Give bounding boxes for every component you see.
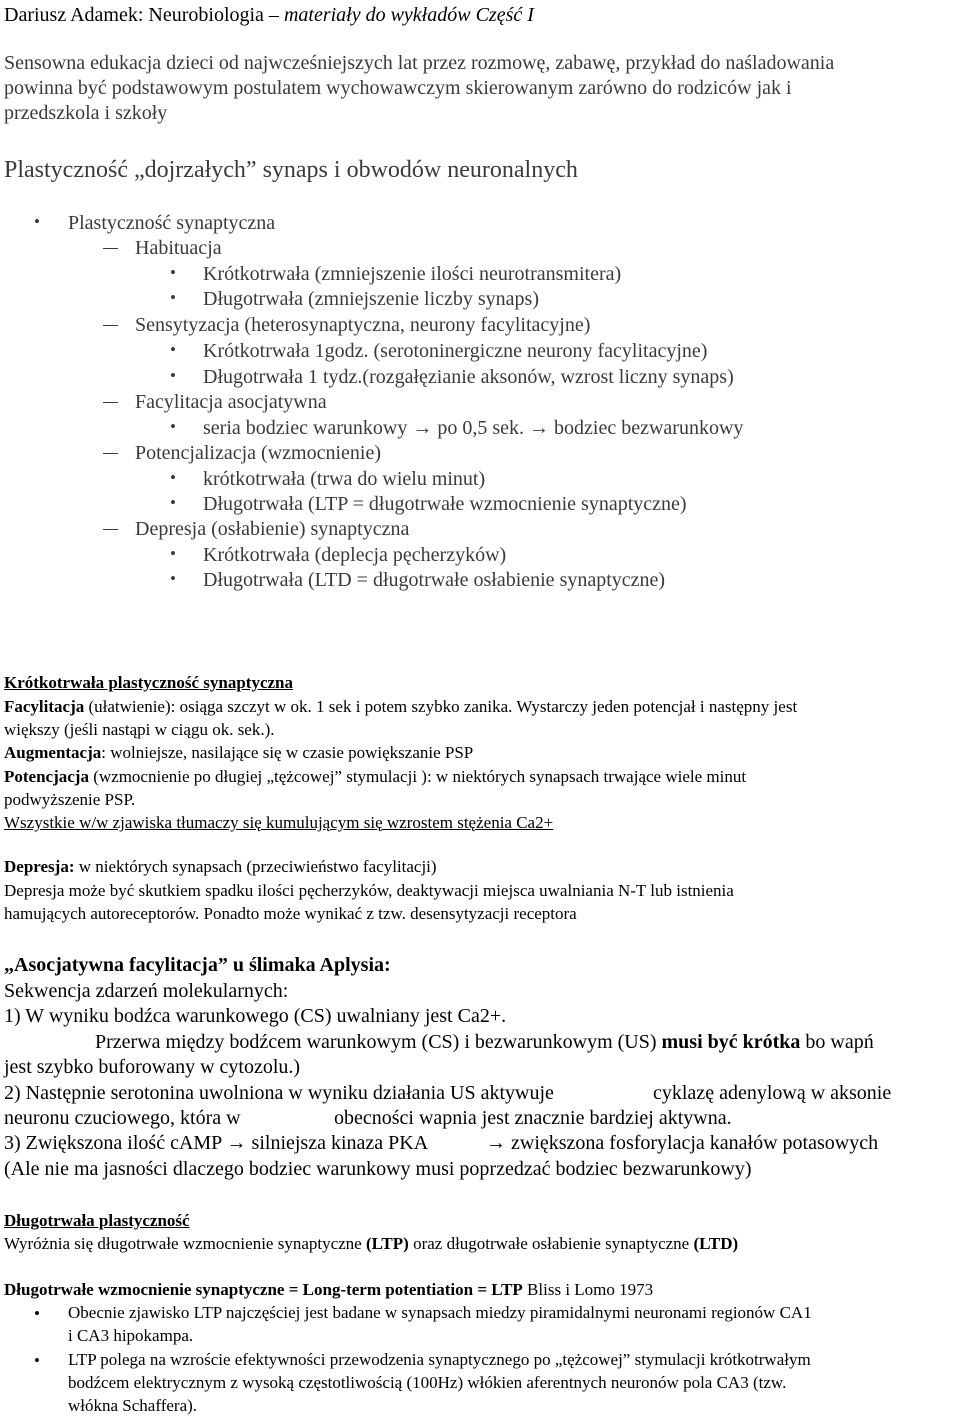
bullet-icon: • (170, 493, 176, 512)
bullet-icon: • (170, 366, 176, 385)
outline-item: krótkotrwała (trwa do wielu minut) (203, 468, 486, 490)
step-1-note-text: Przerwa między bodźcem warunkowym (CS) i bezwarunkowym (US) (95, 1031, 662, 1053)
bullet-icon: • (170, 340, 176, 359)
intro-ltd: (LTD) (693, 1234, 739, 1253)
depresja-line-2: Depresja może być skutkiem spadku ilości pęcherzyków, deaktywacji miejsca uwalniania N-T lub istnienia (4, 881, 734, 900)
section-title-short-term: Krótkotrwała plastyczność synaptyczna (4, 673, 293, 692)
header-subtitle: materiały do wykładów Część I (283, 4, 534, 26)
facylitacja-line-2: większy (jeśli nastąpi w ciągu ok. sek.). (4, 720, 275, 739)
step-1-note-cont: jest szybko buforowany w cytozolu.) (4, 1056, 301, 1078)
page-header (4, 2, 534, 28)
bullet-icon: • (170, 263, 176, 282)
sequence-subtitle: Sekwencja zdarzeń molekularnych: (4, 980, 289, 1002)
section-title-aplysia: „Asocjatywna facylitacja” u ślimaka Aplysia: (4, 954, 391, 976)
step-1: 1) W wyniku bodźca warunkowego (CS) uwalniany jest Ca2+. (4, 1005, 507, 1027)
outline-item: Krótkotrwała (deplecja pęcherzyków) (203, 544, 507, 566)
summary-line: Wszystkie w/w zjawiska tłumaczy się kumulującym się wzrostem stężenia Ca2+ (4, 813, 554, 832)
header-author: Dariusz Adamek: Neurobiologia – (4, 4, 279, 26)
ltp-heading (4, 1279, 653, 1301)
outline-item: Facylitacja asocjatywna (135, 391, 327, 413)
augmentacja-text: : wolniejsze, nasilające się w czasie powiększanie PSP (101, 743, 474, 762)
potencjacja-line-1 (4, 766, 746, 788)
depresja-term: Depresja: (4, 857, 75, 876)
bullet-icon: • (170, 544, 176, 563)
augmentacja-term: Augmentacja (4, 743, 102, 762)
section-title-long-term: Długotrwała plastyczność (4, 1211, 190, 1230)
ltp-bullet-2-line-1: LTP polega na wzroście efektywności przewodzenia synaptycznego po „tężcowej” stymulacji krótkotrwałym (68, 1350, 811, 1369)
augmentacja-line (4, 742, 473, 764)
intro-line-2: powinna być podstawowym postulatem wychowawczym skierowanym zarówno do rodziców jak i (4, 77, 792, 99)
outline-item: Długotrwała (LTD = długotrwałe osłabienie synaptyczne) (203, 569, 666, 591)
dash-icon (103, 529, 118, 530)
dash-icon (103, 325, 118, 326)
step-2b: cyklazę adenylową w aksonie (653, 1082, 892, 1104)
bullet-icon: • (34, 1304, 40, 1323)
intro-text-c: oraz długotrwałe osłabienie synaptyczne (408, 1234, 694, 1253)
outline-item: Długotrwała 1 tydz.(rozgałęzianie aksonów, wzrost liczny synaps) (203, 366, 734, 388)
facylitacja-text: (ułatwienie): osiąga szczyt w ok. 1 sek i potem szybko zanika. Wystarczy jeden potencjał i następny jest (84, 697, 798, 716)
outline-item: Krótkotrwała 1godz. (serotoninergiczne neurony facylitacyjne) (203, 340, 708, 362)
dash-icon (103, 248, 118, 249)
outline-item: Sensytyzacja (heterosynaptyczna, neurony facylitacyjne) (135, 314, 591, 336)
depresja-line-1 (4, 856, 437, 878)
outline-item: Plastyczność synaptyczna (68, 212, 276, 234)
step-1-note (95, 1029, 874, 1055)
outline-item: Długotrwała (LTP = długotrwałe wzmocnienie synaptyczne) (203, 493, 687, 515)
facylitacja-term: Facylitacja (4, 697, 85, 716)
step-1-note-bold: musi być krótka (661, 1031, 801, 1053)
step-3c: (Ale nie ma jasności dlaczego bodziec warunkowy musi poprzedzać bodziec bezwarunkowy) (4, 1158, 752, 1180)
step-3b: → zwiększona fosforylacja kanałów potasowych (486, 1132, 879, 1154)
ltp-authors: Bliss i Lomo 1973 (522, 1280, 654, 1299)
depresja-text: w niektórych synapsach (przeciwieństwo facylitacji) (74, 857, 437, 876)
bullet-icon: • (170, 569, 176, 588)
potencjacja-term: Potencjacja (4, 767, 89, 786)
bullet-icon: • (34, 212, 40, 231)
bullet-icon: • (170, 417, 176, 436)
outline-item: seria bodziec warunkowy → po 0,5 sek. → bodziec bezwarunkowy (203, 417, 744, 439)
bullet-icon: • (170, 288, 176, 307)
outline-item: Depresja (osłabienie) synaptyczna (135, 518, 410, 540)
long-term-intro (4, 1233, 738, 1255)
step-2c: neuronu czuciowego, która w (4, 1107, 241, 1129)
ltp-bullet-2-line-2: bodźcem elektrycznym z wysoką częstotliwością (100Hz) włókien aferentnych neuronów pola CA3 (tzw. (68, 1373, 787, 1392)
bullet-icon: • (34, 1351, 40, 1370)
depresja-line-3: hamujących autoreceptorów. Ponadto może wynikać z tzw. desensytyzacji receptora (4, 904, 577, 923)
intro-text-a: Wyróżnia się długotrwałe wzmocnienie synaptyczne (4, 1234, 366, 1253)
potencjacja-line-2: podwyższenie PSP. (4, 790, 136, 809)
step-2a: 2) Następnie serotonina uwolniona w wyniku działania US aktywuje (4, 1082, 554, 1104)
outline-item: Habituacja (135, 237, 222, 259)
step-2d: obecności wapnia jest znacznie bardziej aktywna. (334, 1107, 732, 1129)
potencjacja-text: (wzmocnienie po długiej „tężcowej” stymulacji ): w niektórych synapsach trwające wiele minut (88, 767, 747, 786)
ltp-bullet-1-line-1: Obecnie zjawisko LTP najczęściej jest badane w synapsach miedzy piramidalnymi neuronami regionów CA1 (68, 1303, 812, 1322)
intro-ltp: (LTP) (365, 1234, 409, 1253)
outline-item: Krótkotrwała (zmniejszenie ilości neurotransmitera) (203, 263, 622, 285)
intro-line-3: przedszkola i szkoły (4, 102, 168, 124)
ltp-heading-text: Długotrwałe wzmocnienie synaptyczne = Long-term potentiation = LTP (4, 1280, 523, 1299)
bullet-icon: • (170, 468, 176, 487)
ltp-bullet-1-line-2: i CA3 hipokampa. (68, 1326, 194, 1345)
facylitacja-line-1 (4, 696, 797, 718)
step-3a: 3) Zwiększona ilość cAMP → silniejsza kinaza PKA (4, 1132, 429, 1154)
dash-icon (103, 453, 118, 454)
ltp-bullet-2-line-3: włókna Schaffera). (68, 1396, 198, 1415)
dash-icon (103, 402, 118, 403)
step-1-note-end: bo wapń (800, 1031, 874, 1053)
outline-item: Potencjalizacja (wzmocnienie) (135, 442, 381, 464)
section-title-plasticity: Plastyczność „dojrzałych” synaps i obwodów neuronalnych (4, 157, 578, 183)
intro-line-1: Sensowna edukacja dzieci od najwcześniejszych lat przez rozmowę, zabawę, przykład do naśladowania (4, 52, 835, 74)
outline-item: Długotrwała (zmniejszenie liczby synaps) (203, 288, 539, 310)
